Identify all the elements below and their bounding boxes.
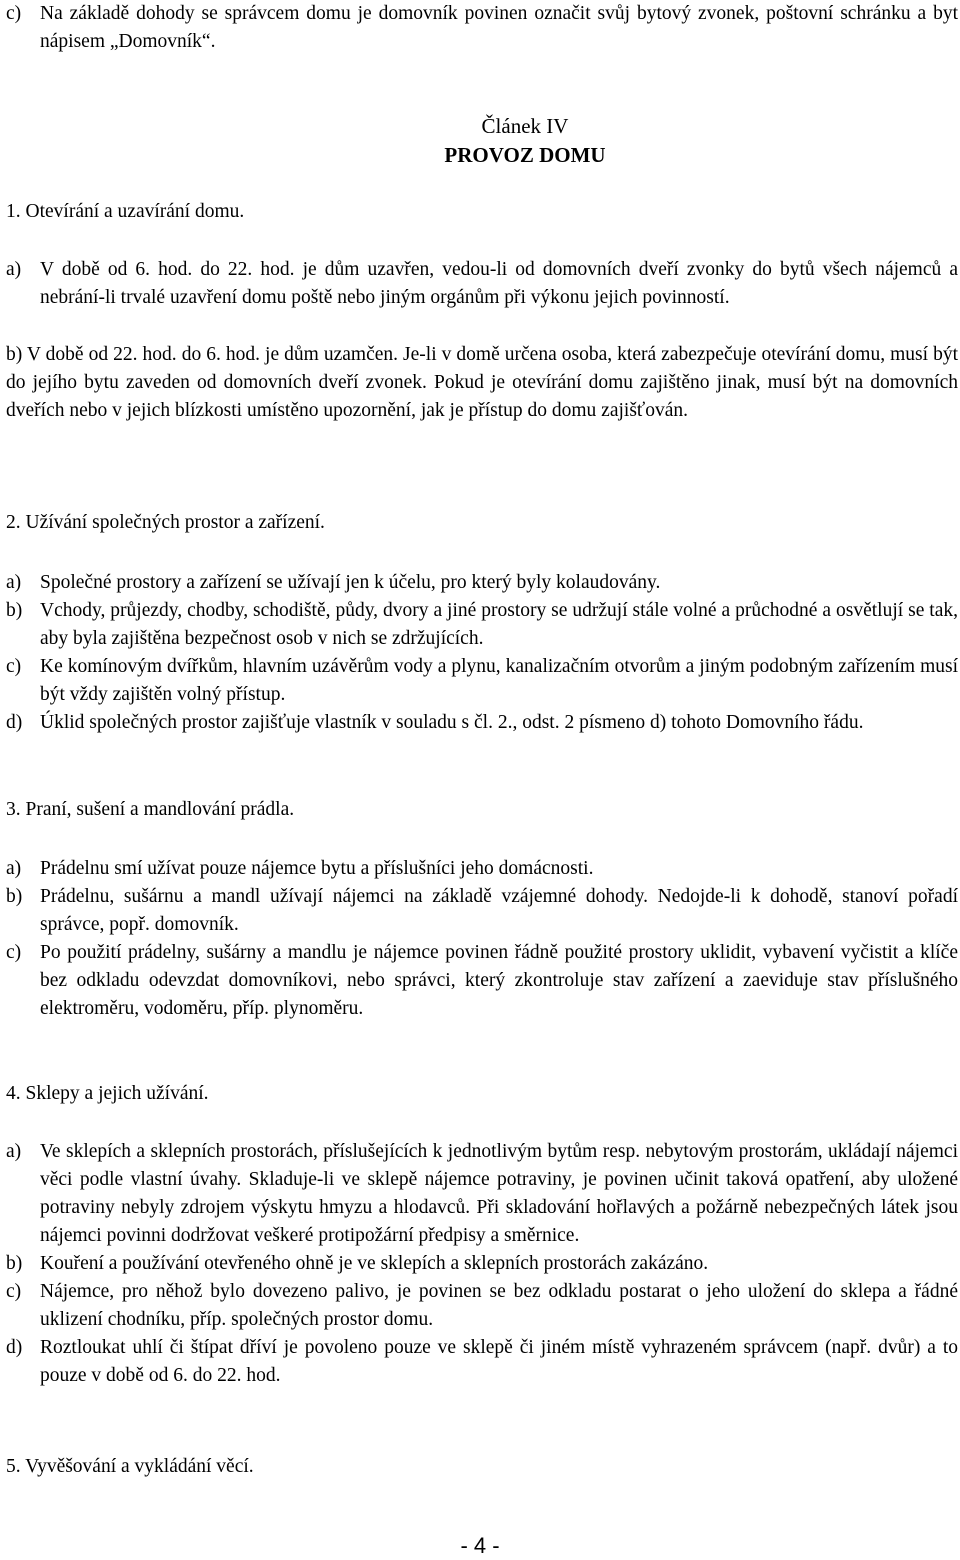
item-label: b) bbox=[6, 600, 23, 621]
item-text: Prádelnu smí užívat pouze nájemce bytu a příslušníci jeho domácnosti. bbox=[40, 858, 594, 879]
item-label: a) bbox=[6, 259, 22, 280]
list-item bbox=[6, 1250, 958, 1278]
item-label: c) bbox=[6, 3, 22, 24]
item-text: Nájemce, pro něhož bylo dovezeno palivo, je povinen se bez odkladu postarat o jeho uložení do sklepa a řádné uklizení chodníku, příp. společných prostor domu. bbox=[40, 1281, 958, 1330]
item-text: Vchody, průjezdy, chodby, schodiště, půdy, dvory a jiné prostory se udržují stále volné a průchodné a osvětlují se tak, aby byla zajištěna bezpečnost osob v nich se zdržujících. bbox=[40, 600, 958, 649]
item-label: c) bbox=[6, 656, 22, 677]
s3-list bbox=[6, 855, 958, 1023]
item-text: V době od 6. hod. do 22. hod. je dům uzavřen, vedou-li od domovních dveří zvonky do bytů všech nájemců a nebrání-li trvalé uzavření domu poště nebo jiným orgánům při výkonu jejich povinností. bbox=[40, 259, 958, 308]
item-text: Ve sklepích a sklepních prostorách, příslušejících k jednotlivým bytům resp. nebytovým prostorám, ukládají nájemci věci podle vlastní úvahy. Skladuje-li ve sklepě nájemce potraviny, je povinen učinit taková opatření, aby uložené potraviny nebyly zdrojem výskytu hmyzu a hlodavců. Při skladování hořlavých a požárně nebezpečných látek jsou nájemci povinni dodržovat veškeré protipožární předpisy a směrnice. bbox=[40, 1141, 958, 1246]
list-item bbox=[6, 569, 958, 597]
item-text: Ke komínovým dvířkům, hlavním uzávěrům vody a plynu, kanalizačním otvorům a jiným podobným zařízením musí být vždy zajištěn volný přístup. bbox=[40, 656, 958, 705]
item-text: Roztloukat uhlí či štípat dříví je povoleno pouze ve sklepě či jiném místě vyhrazeném správcem (např. dvůr) a to pouze v době od 6. do 22. hod. bbox=[40, 1337, 958, 1386]
section-2-heading: 2. Užívání společných prostor a zařízení. bbox=[6, 512, 325, 533]
article-subtitle: PROVOZ DOMU bbox=[444, 143, 606, 167]
item-c-top bbox=[6, 0, 958, 56]
article-title: Článek IV bbox=[481, 114, 569, 138]
item-text: Na základě dohody se správcem domu je domovník povinen označit svůj bytový zvonek, poštovní schránku a byt nápisem „Domovník“. bbox=[40, 3, 958, 52]
item-label: b) bbox=[6, 886, 23, 907]
list-item bbox=[6, 1138, 958, 1250]
list-item bbox=[6, 1278, 958, 1334]
list-item bbox=[6, 653, 958, 709]
list-item bbox=[6, 597, 958, 653]
item-label: c) bbox=[6, 1281, 22, 1302]
item-label: b) bbox=[6, 1253, 23, 1274]
list-item bbox=[6, 883, 958, 939]
item-label: a) bbox=[6, 1141, 22, 1162]
s4-list bbox=[6, 1138, 958, 1390]
page-number: - 4 - bbox=[460, 1533, 500, 1558]
item-label: a) bbox=[6, 572, 22, 593]
item-text: Úklid společných prostor zajišťuje vlastník v souladu s čl. 2., odst. 2 písmeno d) tohoto Domovního řádu. bbox=[40, 712, 864, 733]
item-label: d) bbox=[6, 1337, 23, 1358]
list-item bbox=[6, 709, 958, 737]
item-text: Společné prostory a zařízení se užívají jen k účelu, pro který byly kolaudovány. bbox=[40, 572, 661, 593]
section-3-heading: 3. Praní, sušení a mandlování prádla. bbox=[6, 799, 295, 820]
s1-item-b: b) V době od 22. hod. do 6. hod. je dům uzamčen. Je-li v domě určena osoba, která zabezpečuje otevírání domu, musí být do jejího bytu zaveden od domovních dveří zvonek. Pokud je otevírání domu zajištěno jinak, musí být na domovních dveřích nebo v jejich blízkosti umístěno upozornění, jak je přístup do domu zajišťován. bbox=[6, 344, 958, 421]
list-item bbox=[6, 939, 958, 1023]
list-item bbox=[6, 1334, 958, 1390]
item-label: c) bbox=[6, 942, 22, 963]
section-1-heading: 1. Otevírání a uzavírání domu. bbox=[6, 201, 245, 222]
s2-list bbox=[6, 569, 958, 737]
s1-item-a bbox=[6, 256, 958, 312]
item-label: d) bbox=[6, 712, 23, 733]
item-text: Prádelnu, sušárnu a mandl užívají nájemci na základě vzájemné dohody. Nedojde-li k dohodě, stanoví pořadí správce, popř. domovník. bbox=[40, 886, 958, 935]
item-label: a) bbox=[6, 858, 22, 879]
section-5-heading: 5. Vyvěšování a vykládání věcí. bbox=[6, 1456, 254, 1477]
item-text: Po použití prádelny, sušárny a mandlu je nájemce povinen řádně použité prostory uklidit, vybavení vyčistit a klíče bez odkladu odevzdat domovníkovi, nebo správci, který zkontroluje stav zařízení a zaeviduje stav příslušného elektroměru, vodoměru, příp. plynoměru. bbox=[40, 942, 958, 1019]
section-4-heading: 4. Sklepy a jejich užívání. bbox=[6, 1083, 209, 1104]
list-item bbox=[6, 855, 958, 883]
item-text: Kouření a používání otevřeného ohně je ve sklepích a sklepních prostorách zakázáno. bbox=[40, 1253, 709, 1274]
